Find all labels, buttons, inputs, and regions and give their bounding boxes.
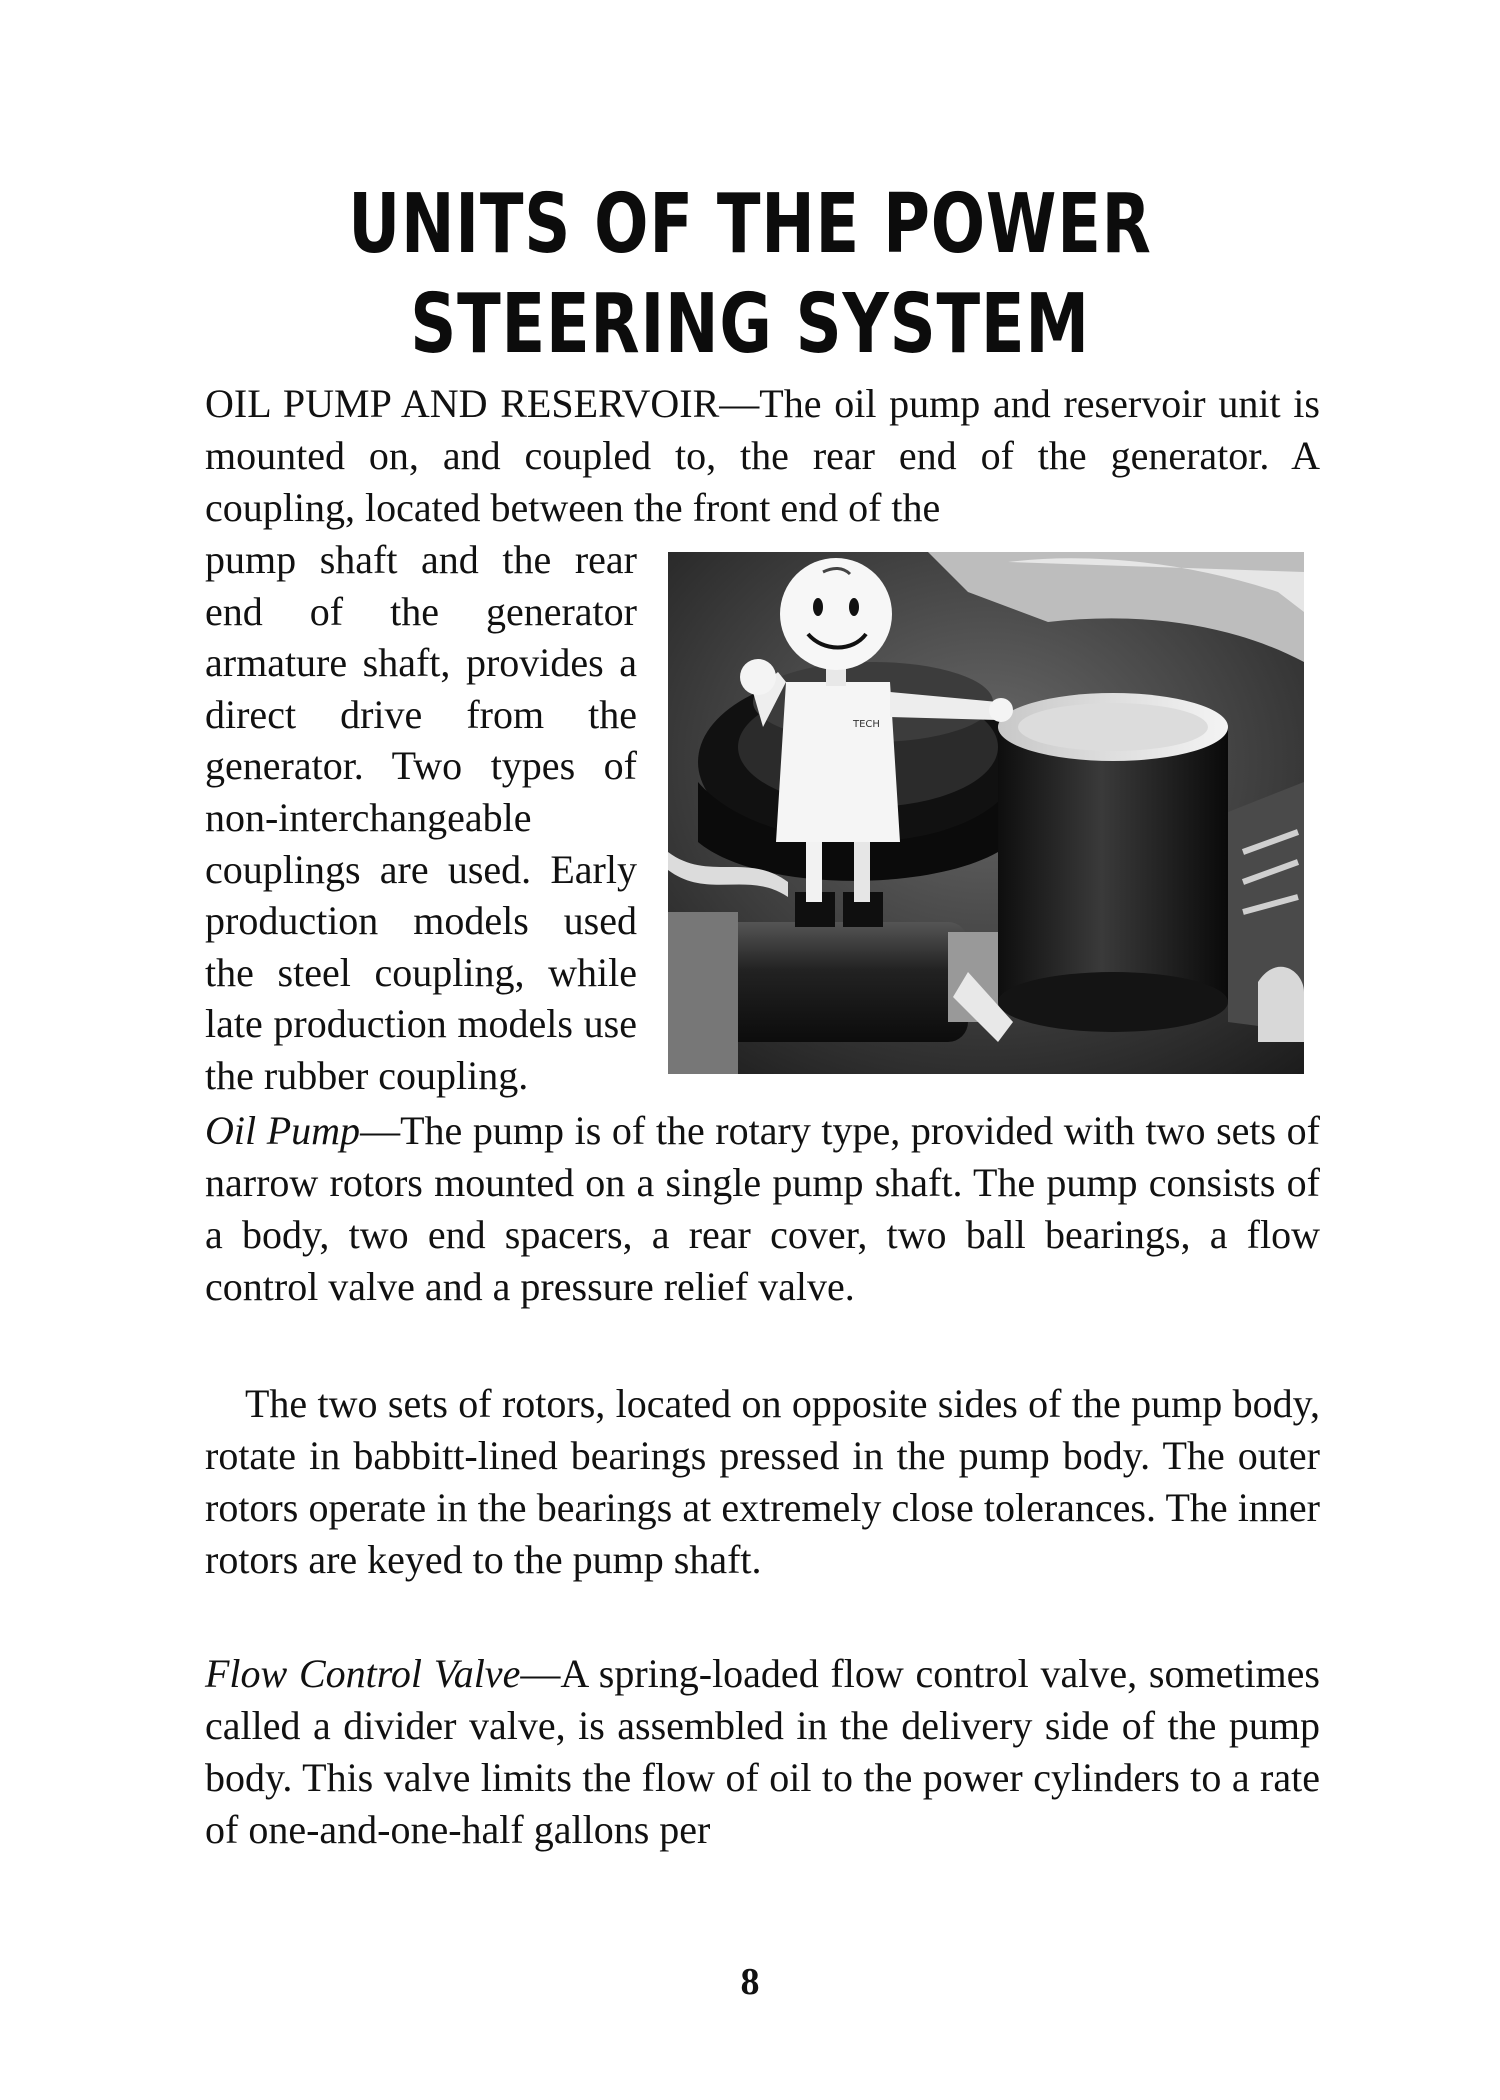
- oil-pump-reservoir-heading: OIL PUMP AND RESERVOIR: [205, 381, 720, 426]
- page-title: [321, 175, 1179, 375]
- oil-pump-text: —The pump is of the rotary type, provided with two sets of narrow rotors mounted on a single pump shaft. The pump consists of a body, two end spacers, a rear cover, two ball bearings, a flow control valve and a pressure relief valve.: [205, 1108, 1321, 1309]
- title-line-2: STEERING SYSTEM: [410, 277, 1090, 372]
- page-number: 8: [740, 1961, 760, 2003]
- flow-control-valve-paragraph: [205, 1648, 1320, 1856]
- mascot-badge: TECH: [853, 719, 880, 730]
- oil-pump-reservoir-paragraph: [205, 378, 1320, 534]
- rotors-paragraph: The two sets of rotors, located on opposite sides of the pump body, rotate in babbitt-lined bearings pressed in the pump body. The outer rotors operate in the bearings at extremely close tolerances. The inner rotors are keyed to the pump shaft.: [205, 1381, 1320, 1582]
- pump-reservoir-photo: [668, 552, 1304, 1074]
- oil-pump-reservoir-text: —The oil pump and reservoir unit is mounted on, and coupled to, the rear end of the generator. A coupling, located between the front end of the: [205, 381, 1320, 530]
- photo-illustration: [668, 552, 1304, 1074]
- title-line-1: UNITS OF THE POWER: [348, 177, 1152, 272]
- oil-pump-heading: Oil Pump: [205, 1108, 361, 1153]
- flow-control-valve-text: —A spring-loaded flow control valve, sometimes called a divider valve, is assembled in the delivery side of the pump body. This valve limits the flow of oil to the power cylinders to a rate of one-and-one-half gallons per: [205, 1651, 1320, 1852]
- flow-control-valve-heading: Flow Control Valve: [205, 1651, 521, 1696]
- oil-pump-paragraph: [205, 1105, 1320, 1313]
- coupling-paragraph: pump shaft and the rear end of the generator armature shaft, provides a direct drive from the generator. Two types of non-interchangeable couplings are used. Early production models used the steel coupling, while late production models use the rubber coupling.: [205, 537, 637, 1098]
